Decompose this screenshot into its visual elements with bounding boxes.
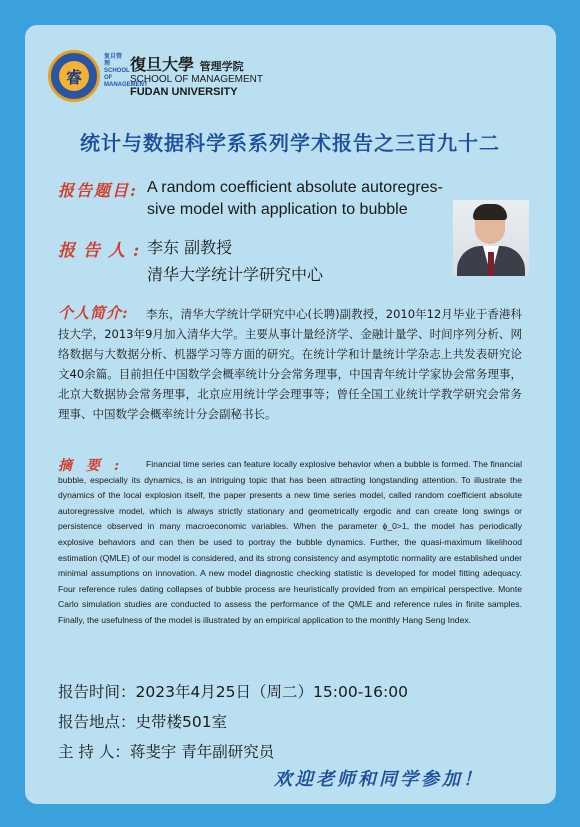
- photo-tie: [488, 252, 494, 276]
- abstract-label: 摘要:: [58, 458, 134, 474]
- school-emblem-icon: [48, 50, 100, 102]
- talk-host: 主 持 人：蒋斐宇 青年副研究员: [58, 743, 275, 761]
- talk-place: 报告地点：史带楼501室: [58, 713, 228, 731]
- bio-label: 个人简介:: [58, 304, 129, 322]
- fudan-logo: [48, 50, 263, 102]
- speaker-affiliation: 清华大学统计学研究中心: [147, 265, 324, 284]
- speaker-photo: [453, 200, 529, 276]
- speaker-label: 报告人:: [58, 241, 148, 261]
- speaker-name: 李东 副教授: [147, 238, 233, 257]
- school-name-en: SCHOOL OF MANAGEMENT: [130, 74, 263, 85]
- page-title: 统计与数据科学系系列学术报告之三百九十二: [80, 131, 500, 155]
- bio-text: 李东，清华大学统计学研究中心(长聘)副教授，2010年12月毕业于香港科技大学，2013年9月加入清华大学。主要从事计量经济学、金融计量学、时间序列分析、网络数据与大数据分析、机器学习等方面的研究。在统计学和计量统计学杂志上共发表研究论文40余篇。目前担任中国数学会概率统计分会常务理事，中国青年统计学家协会常务理事，北京大数据协会常务理事，北京应用统计学会理事等；曾任全国工业统计学教学研究会常务理事、中国数学会概率统计分会副秘书长。: [58, 307, 522, 421]
- university-name-cn: [130, 52, 244, 75]
- university-cn: 復旦大學: [130, 55, 195, 74]
- talk-time: 报告时间：2023年4月25日（周二）15:00-16:00: [58, 683, 408, 701]
- topic-text: A random coefficient absolute autoregres-sive model with application to bubble: [147, 179, 443, 218]
- emblem-caption: 复旦管理 SCHOOL OF MANAGEMENT: [104, 54, 148, 88]
- photo-hair: [473, 204, 507, 220]
- university-name-en: FUDAN UNIVERSITY: [130, 86, 238, 98]
- welcome-message: 欢迎老师和同学参加！: [274, 769, 484, 790]
- emblem-center: 睿: [59, 61, 89, 91]
- topic-label: 报告题目:: [58, 181, 138, 200]
- abstract-text: Financial time series can feature locally explosive behavior when a bubble is formed. The financial bubble, especially its dynamics, is an intriguing topic that has been attracting longstanding attention. To illustrate the dynamics of the local explosion itself, the paper presents a new time series model, called random coefficient absolute autoregressive model, which is always strictly stationary and geometrically ergodic and can create long swings or persistence observed in many macroeconomic variables. When the parameter ϕ_0>1, the model has periodically explosive behaviors and can then be used to portray the bubble dynamics. Further, the quasi-maximum likelihood estimation (QMLE) of our model is considered, and its strong consistency and asymptotic normality are established under minimal assumptions on innovation. A new model diagnostic checking statistic is developed for model fitting adequacy. Four reference rules dating collapses of bubble process are heuristically provided from an empirical perspective. Monte Carlo simulation studies are conducted to assess the performance of the QMLE and reference rules in finite samples. Finally, the usefulness of the model is illustrated by an empirical application to the monthly Hang Seng Index.: [58, 459, 522, 625]
- school-cn: 管理学院: [199, 60, 244, 73]
